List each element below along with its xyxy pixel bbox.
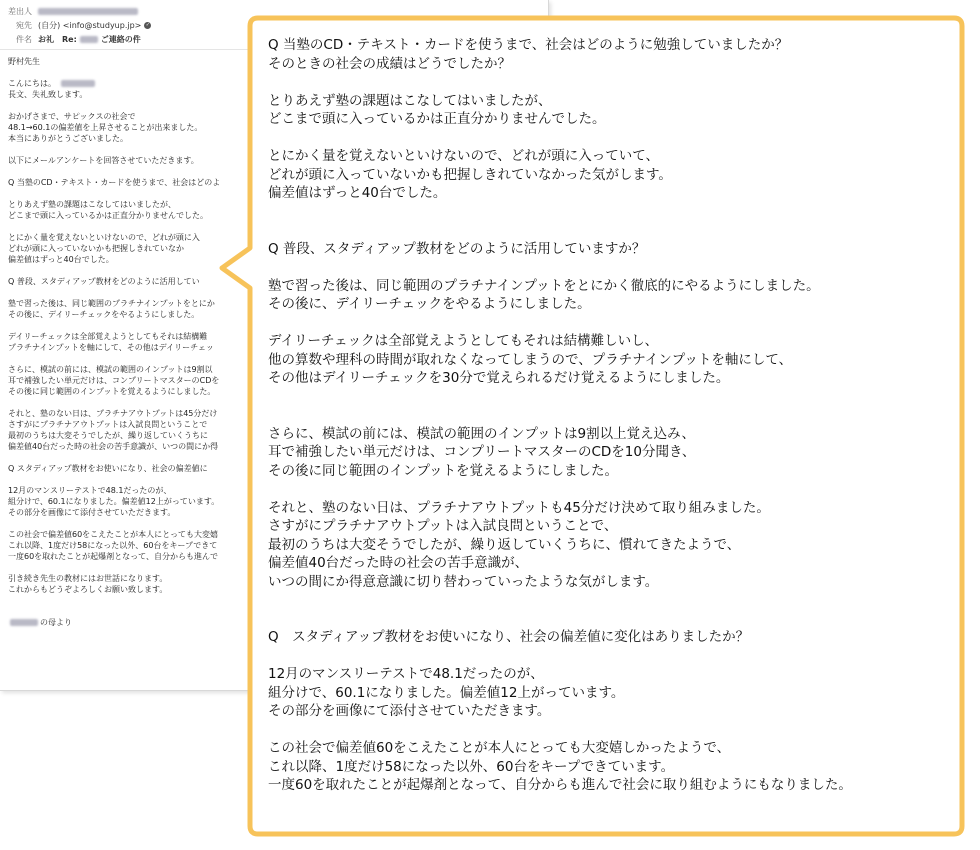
email-body-line: Q 当塾のCD・テキスト・カードを使うまで、社会はどのよ <box>8 178 221 187</box>
email-body-line: その部分を画像にて添付させていただきます。 <box>8 508 176 517</box>
callout-line: 12月のマンスリーテストで48.1だったのが、 <box>268 666 544 682</box>
callout-line <box>268 73 958 92</box>
email-body-line: 引き続き先生の教材にはお世話になります。 <box>8 574 168 583</box>
email-body-line: おかげさまで、サピックスの社会で <box>8 112 136 121</box>
email-body-line: プラチナインプットを軸にして、その他はデイリーチェッ <box>8 343 214 352</box>
callout-line: 耳で補強したい単元だけは、コンプリートマスターのCDを10分聞き、 <box>268 444 696 460</box>
callout-line <box>268 480 958 499</box>
email-body-line: の母より <box>8 617 548 628</box>
callout-line <box>268 591 958 610</box>
callout-line: デイリーチェックは全部覚えようとしてもそれは結構難しいし、 <box>268 333 659 349</box>
callout-line: そのときの社会の成績はどうでしたか？ <box>268 55 511 72</box>
callout-line <box>268 203 958 222</box>
callout-line: さすがにプラチナアウトプットは入試良問ということで、 <box>268 518 618 534</box>
callout-line <box>268 388 958 407</box>
callout-question: Q スタディアップ教材をお使いになり、社会の偏差値に変化はありましたか？ <box>268 629 750 645</box>
callout-line <box>268 647 958 666</box>
subject-label: 件名 <box>16 34 32 44</box>
callout-line: それと、塾のない日は、プラチナアウトプットも45分だけ決めて取り組みました。 <box>268 499 770 516</box>
email-body-line: 一度60を取れたことが起爆剤となって、自分からも進んで <box>8 552 219 561</box>
email-body-line: Q 普段、スタディアップ教材をどのように活用してい <box>8 277 200 286</box>
email-body-line: さすがにプラチナアウトプットは入試良問ということで <box>8 420 208 429</box>
email-body-line: この社会で偏差値60をこえたことが本人にとっても大変嬉 <box>8 530 219 539</box>
email-body-line: 組分けで、60.1になりました。偏差値12上がっています。 <box>8 497 220 506</box>
callout-question: Q 当塾のCD・テキスト・カードを使うまで、社会はどのように勉強していましたか？ <box>268 37 789 53</box>
callout-line: とりあえず塾の課題はこなしてはいましたが、 <box>268 92 552 109</box>
email-body-line: デイリーチェックは全部覚えようとしてもそれは結構難 <box>8 332 208 341</box>
callout-line <box>268 221 958 240</box>
callout-text <box>268 36 958 795</box>
email-body-line: それと、塾のない日は、プラチナアウトプットは45分だけ <box>8 409 218 418</box>
to-label: 宛先 <box>16 20 32 30</box>
email-body-line: とにかく量を覚えないといけないので、どれが頭に入 <box>8 233 200 242</box>
callout-line <box>268 258 958 277</box>
callout-line: 最初のうちは大変そうでしたが、繰り返していくうちに、慣れてきたようで、 <box>268 536 741 553</box>
callout-line: 他の算数や理科の時間が取れなくなってしまうので、プラチナインプットを軸にして、 <box>268 351 793 368</box>
email-body-line: その後に同じ範囲のインプットを覚えるようにしました。 <box>8 387 216 396</box>
callout-line: この社会で偏差値60をこえたことが本人にとっても大変嬉しかったようで、 <box>268 740 731 756</box>
subject-suffix: ご連絡の件 <box>100 34 141 44</box>
email-body-line: 偏差値はずっと40台でした。 <box>8 255 114 264</box>
email-body-line: Q スタディアップ教材をお使いになり、社会の偏差値に <box>8 464 208 473</box>
email-body-line: 長文、失礼致します。 <box>8 90 88 99</box>
subject-value: お礼 Re: <box>38 34 77 44</box>
email-body-line: 塾で習った後は、同じ範囲のプラチナインプットをとにか <box>8 299 215 308</box>
email-body-line: その後に、デイリーチェックをやるようにしました。 <box>8 310 200 319</box>
callout-line: その他はデイリーチェックを30分で覚えられるだけ覚えるようにしました。 <box>268 370 730 386</box>
email-body-line: 本当にありがとうございました。 <box>8 134 128 143</box>
email-body-line: 12月のマンスリーテストで48.1だったのが、 <box>8 486 172 495</box>
callout-line <box>268 610 958 629</box>
email-body-line: これからもどうぞよろしくお願い致します。 <box>8 585 168 594</box>
from-label: 差出人 <box>8 6 32 16</box>
callout-line: 組分けで、60.1になりました。偏差値12上がっています。 <box>268 684 625 701</box>
callout-line: さらに、模試の前には、模試の範囲のインプットは9割以上覚え込み、 <box>268 425 695 442</box>
email-body-line: さらに、模試の前には、模試の範囲のインプットは9割以 <box>8 365 213 374</box>
email-body-line: 48.1→60.1の偏差値を上昇させることが出来ました。 <box>8 123 203 132</box>
callout-line <box>268 406 958 425</box>
email-body-line: こんにちは。 <box>8 78 548 89</box>
callout-line: その後に同じ範囲のインプットを覚えるようにしました。 <box>268 462 619 479</box>
email-body-line: 野村先生 <box>8 57 40 66</box>
email-body-line: どれが頭に入っていないかも把握しきれていなか <box>8 244 184 253</box>
callout-line: どれが頭に入っていないかも把握しきれていなかった気がします。 <box>268 166 672 183</box>
callout-line: 偏差値はずっと40台でした。 <box>268 185 447 201</box>
callout-line: いつの間にか得意意識に切り替わっていったような気がします。 <box>268 573 659 590</box>
email-body-line: 耳で補強したい単元だけは、コンプリートマスターのCDを <box>8 376 220 385</box>
callout-question: Q 普段、スタディアップ教材をどのように活用していますか？ <box>268 240 646 257</box>
email-body-line: 最初のうちは大変そうでしたが、繰り返していくうちに <box>8 431 208 440</box>
callout-line: 一度60を取れたことが起爆剤となって、自分からも進んで社会に取り組むようにもなりました。 <box>268 777 852 793</box>
callout-line: 塾で習った後は、同じ範囲のプラチナインプットをとにかく徹底的にやるようにしました。 <box>268 277 820 294</box>
callout-line: これ以降、1度だけ58になった以外、60台をキープできています。 <box>268 758 675 775</box>
callout-line <box>268 721 958 740</box>
email-body-line: 以下にメールアンケートを回答させていただきます。 <box>8 156 199 165</box>
email-body-line: どこまで頭に入っているかは正直分かりませんでした。 <box>8 211 208 220</box>
callout-line <box>268 314 958 333</box>
callout-line: その後に、デイリーチェックをやるようにしました。 <box>268 296 591 312</box>
callout-line: 偏差値40台だった時の社会の苦手意識が、 <box>268 555 529 571</box>
callout-line: とにかく量を覚えないといけないので、どれが頭に入っていて、 <box>268 148 659 164</box>
contact-check-icon: ✓ <box>145 21 150 28</box>
email-body-line: これ以降、1度だけ58になった以外、60台をキープできて <box>8 541 218 550</box>
email-body-line: とりあえず塾の課題はこなしてはいましたが、 <box>8 200 176 209</box>
email-body-line: 偏差値40台だった時の社会の苦手意識が、いつの間にか得 <box>8 442 219 451</box>
callout-line: どこまで頭に入っているかは正直分かりませんでした。 <box>268 111 606 127</box>
callout-line <box>268 129 958 148</box>
callout-line: その部分を画像にて添付させていただきます。 <box>268 703 551 719</box>
to-value[interactable]: (自分) <info@studyup.jp> <box>38 20 142 30</box>
